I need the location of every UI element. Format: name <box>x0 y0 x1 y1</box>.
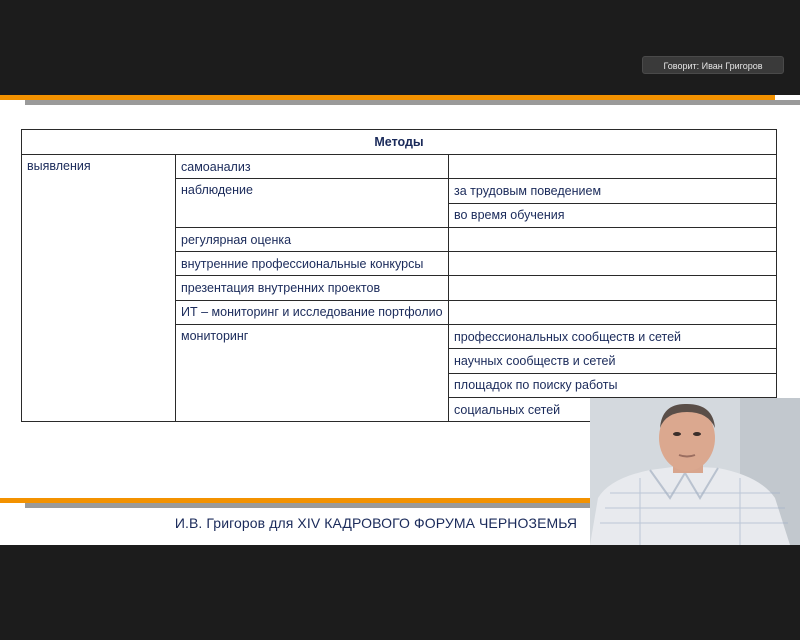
speaker-figure <box>590 398 800 545</box>
sub-method-cell: научных сообществ и сетей <box>449 349 777 373</box>
slide-bottom-gray-stripe <box>25 503 625 508</box>
empty-cell <box>449 252 777 276</box>
active-speaker-label: Говорит: Иван Григоров <box>642 56 784 74</box>
method-cell: регулярная оценка <box>176 227 449 251</box>
sub-method-cell: за трудовым поведением <box>449 179 777 203</box>
video-top-letterbox <box>0 0 800 95</box>
slide-top-gray-stripe <box>25 100 800 105</box>
slide-footer: И.В. Григоров для XIV КАДРОВОГО ФОРУМА ЧЕРНОЗЕМЬЯ <box>174 515 578 531</box>
sub-method-cell: площадок по поиску работы <box>449 373 777 397</box>
sub-method-cell: во время обучения <box>449 203 777 227</box>
speaker-video-thumbnail[interactable] <box>590 398 800 545</box>
method-cell: самоанализ <box>176 155 449 179</box>
empty-cell <box>449 227 777 251</box>
video-bottom-letterbox <box>0 545 800 640</box>
sub-method-cell: профессиональных сообществ и сетей <box>449 325 777 349</box>
sub-method-cell: социальных сетей <box>449 397 777 421</box>
method-cell: внутренние профессиональные конкурсы <box>176 252 449 276</box>
method-cell: ИТ – мониторинг и исследование портфолио <box>176 300 449 324</box>
empty-cell <box>449 300 777 324</box>
group-cell: выявления <box>22 155 176 422</box>
method-cell: презентация внутренних проектов <box>176 276 449 300</box>
methods-table <box>21 129 777 422</box>
empty-cell <box>449 276 777 300</box>
method-cell: мониторинг <box>176 325 449 422</box>
method-cell: наблюдение <box>176 179 449 228</box>
table-header: Методы <box>22 130 777 155</box>
empty-cell <box>449 155 777 179</box>
